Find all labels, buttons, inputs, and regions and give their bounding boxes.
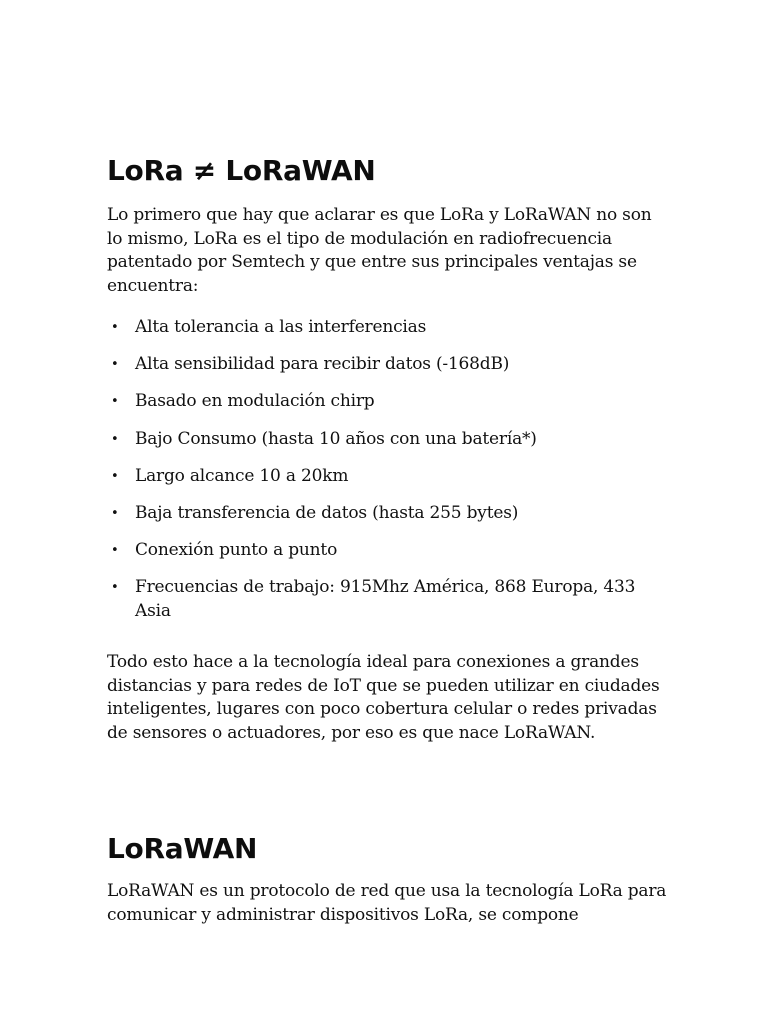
list-item-text: Largo alcance 10 a 20km xyxy=(135,465,349,486)
list-item xyxy=(107,316,667,340)
list-item xyxy=(107,428,667,452)
intro-paragraph: Lo primero que hay que aclarar es que LoRa y LoRaWAN no son lo mismo, LoRa es el tipo de modulación en radiofrecuencia patentado por Semtech y que entre sus principales ventajas se encuentra: xyxy=(107,205,652,297)
list-item xyxy=(107,390,667,414)
list-item-text: Basado en modulación chirp xyxy=(135,391,375,412)
list-item xyxy=(107,353,667,377)
list-item-text: Conexión punto a punto xyxy=(135,540,338,561)
bullet-icon: • xyxy=(111,431,119,447)
list-item xyxy=(107,539,667,563)
list-item xyxy=(107,465,667,489)
list-item-text: Baja transferencia de datos (hasta 255 bytes) xyxy=(135,503,519,524)
bullet-icon: • xyxy=(111,468,119,484)
conclusion-paragraph: Todo esto hace a la tecnología ideal para conexiones a grandes distancias y para redes de IoT que se pueden utilizar en ciudades inteligentes, lugares con poco cobertura celular o redes privadas de sensores o actuadores, por eso es que nace LoRaWAN. xyxy=(107,652,660,744)
bullet-icon: • xyxy=(111,506,119,522)
section-heading-lorawan: LoRaWAN xyxy=(107,832,258,865)
list-item xyxy=(107,502,667,526)
bullet-icon: • xyxy=(111,320,119,335)
bullet-icon: • xyxy=(111,580,119,596)
advantages-list xyxy=(107,316,667,637)
list-item-text: Alta tolerancia a las interferencias xyxy=(135,317,427,337)
list-item xyxy=(107,576,667,623)
lorawan-intro-paragraph: LoRaWAN es un protocolo de red que usa la tecnología LoRa para comunicar y administrar dispositivos LoRa, se compone xyxy=(107,881,667,925)
list-item-text: Alta sensibilidad para recibir datos (-168dB) xyxy=(135,354,510,375)
section-heading-lora-vs-lorawan: LoRa ≠ LoRaWAN xyxy=(107,154,376,187)
bullet-icon: • xyxy=(111,357,119,373)
list-item-text: Bajo Consumo (hasta 10 años con una batería*) xyxy=(135,428,537,449)
bullet-icon: • xyxy=(111,543,119,559)
list-item-text: Frecuencias de trabajo: 915Mhz América, 868 Europa, 433 Asia xyxy=(135,577,636,622)
bullet-icon: • xyxy=(111,394,119,410)
